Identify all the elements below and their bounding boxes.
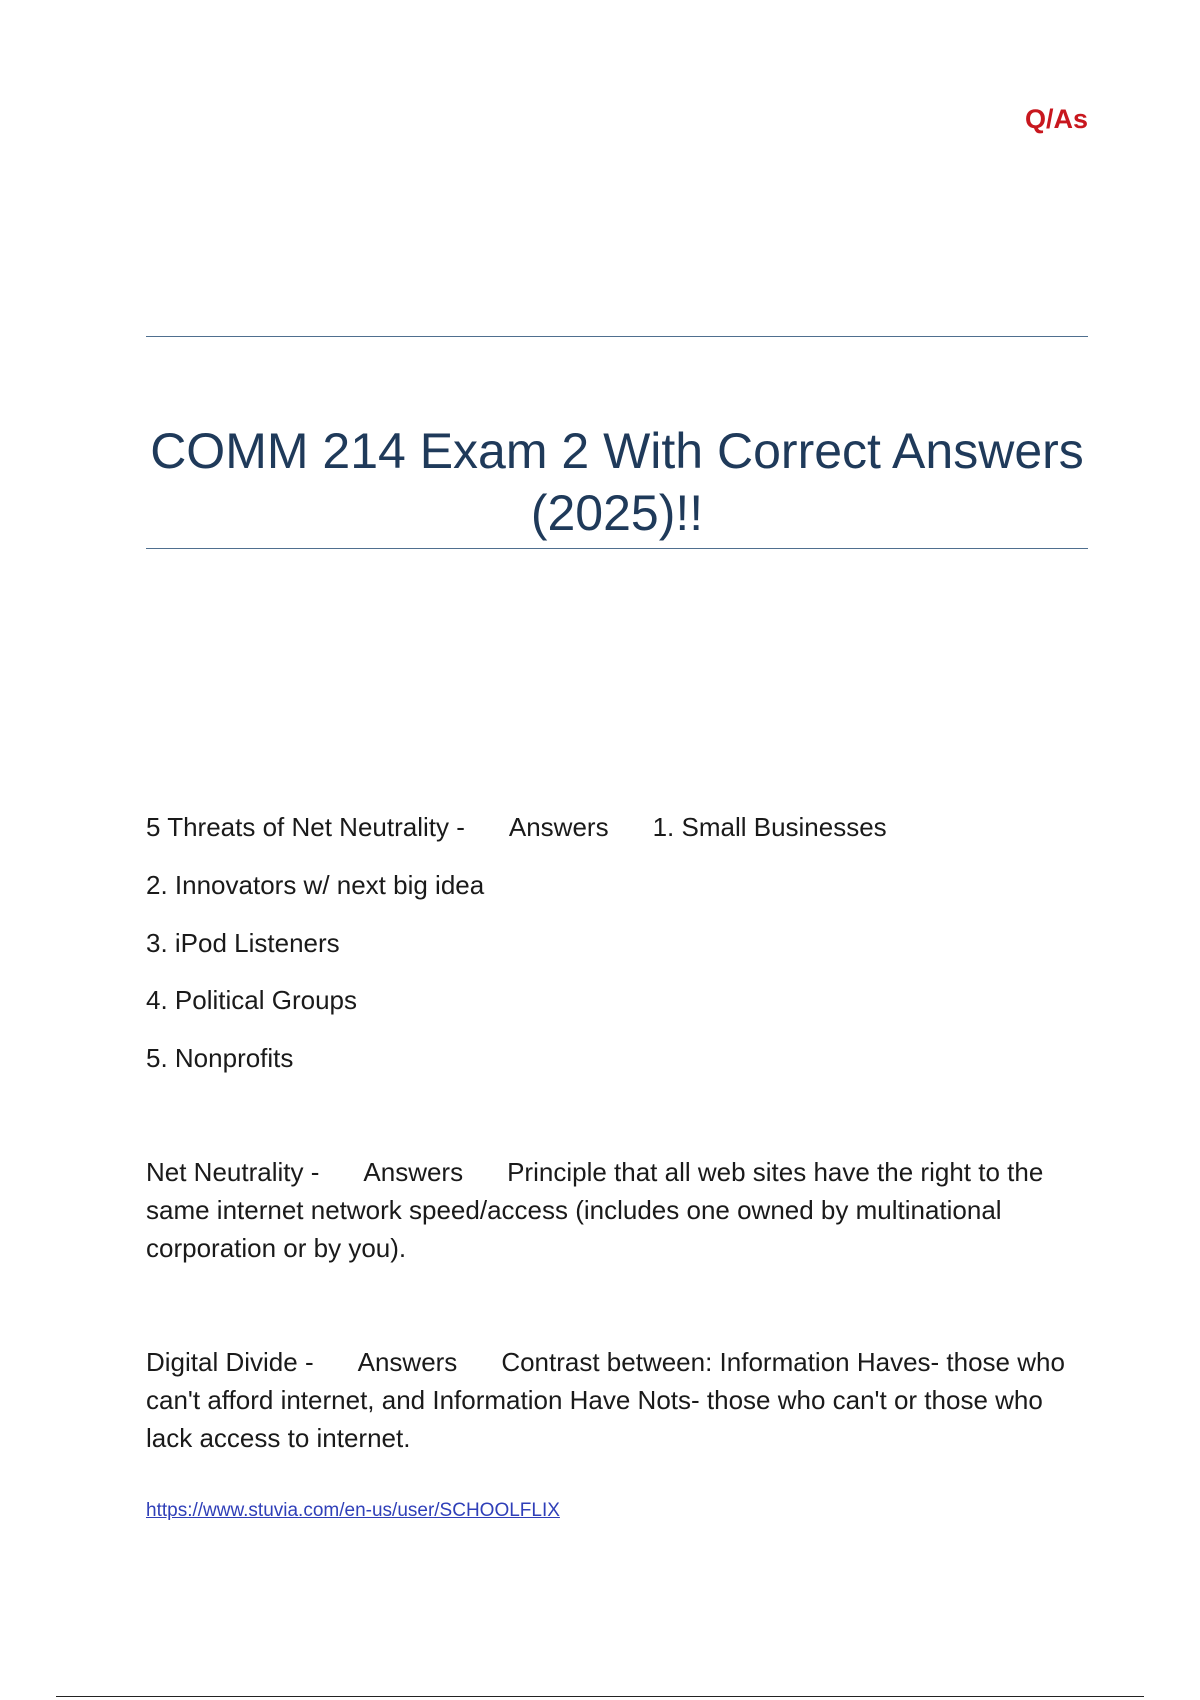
list-item: 5. Nonprofits xyxy=(146,1042,294,1073)
qa-answer: 1. Small Businesses xyxy=(652,812,887,842)
list-item: 3. iPod Listeners xyxy=(146,927,340,958)
footer-rule xyxy=(56,1696,1144,1697)
list-item: 2. Innovators w/ next big idea xyxy=(146,870,485,900)
threats-list xyxy=(146,866,484,1096)
qa-term: Net Neutrality - xyxy=(146,1157,320,1187)
source-link[interactable]: https://www.stuvia.com/en-us/user/SCHOOLFLIX xyxy=(146,1500,560,1521)
header-tag: Q/As xyxy=(1024,104,1088,134)
list-item: 4. Political Groups xyxy=(146,985,357,1015)
title-rule-top xyxy=(146,336,1088,337)
qa-term: Digital Divide - xyxy=(146,1347,314,1377)
answers-label: Answers xyxy=(357,1347,458,1377)
answers-label: Answers xyxy=(508,812,609,842)
qa-answer: Contrast between: Information Haves- those who can't afford internet, and Information Have Nots- those who can't or those who lack access to internet. xyxy=(146,1347,1065,1453)
qa-term: 5 Threats of Net Neutrality - xyxy=(146,812,465,842)
qa-item-digital-divide xyxy=(146,1343,1096,1457)
answers-label: Answers xyxy=(363,1157,464,1187)
document-title: COMM 214 Exam 2 With Correct Answers (2025)!! xyxy=(150,423,1084,541)
title-rule-bottom xyxy=(146,548,1088,549)
qa-item-net-neutrality-threats xyxy=(146,808,1096,846)
qa-answer: Principle that all web sites have the right to the same internet network speed/access (includes one owned by multinational corporation or by you). xyxy=(146,1157,1044,1263)
qa-item-net-neutrality xyxy=(146,1153,1096,1267)
